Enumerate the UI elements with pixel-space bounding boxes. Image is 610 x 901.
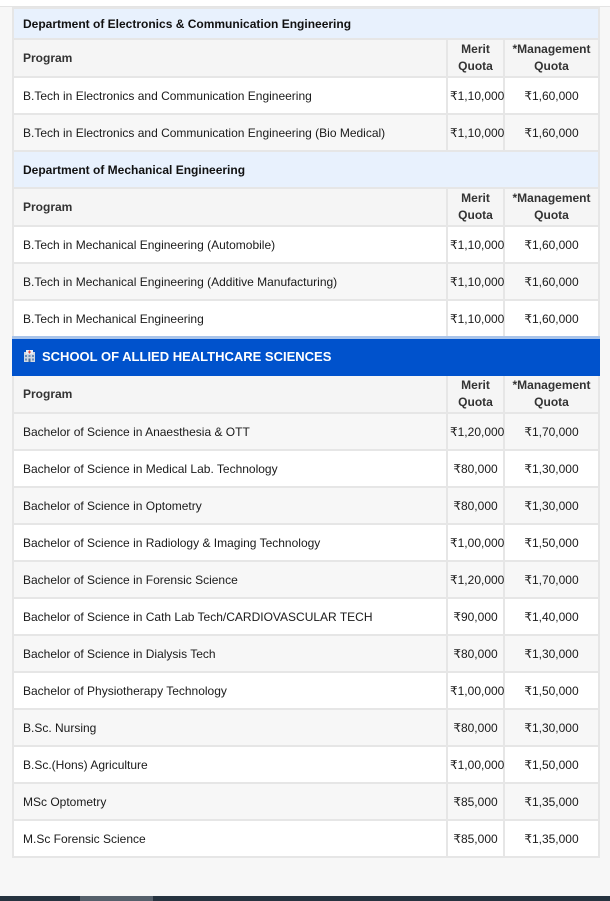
program-name: B.Tech in Electronics and Communication Engineering (Bio Medical)	[13, 114, 447, 151]
merit-fee: ₹1,10,000	[447, 114, 504, 151]
fee-table	[12, 7, 600, 858]
merit-fee: ₹1,00,000	[447, 746, 504, 783]
table-row	[13, 672, 599, 709]
management-fee: ₹1,30,000	[504, 487, 599, 524]
table-row	[13, 487, 599, 524]
table-row	[13, 114, 599, 151]
program-name: Bachelor of Science in Medical Lab. Technology	[13, 450, 447, 487]
merit-fee: ₹1,10,000	[447, 263, 504, 300]
table-row	[13, 524, 599, 561]
management-quota-column-header: *Management Quota	[504, 39, 599, 77]
management-fee: ₹1,70,000	[504, 561, 599, 598]
program-name: B.Tech in Mechanical Engineering (Automobile)	[13, 226, 447, 263]
table-row	[13, 783, 599, 820]
merit-fee: ₹80,000	[447, 450, 504, 487]
management-fee: ₹1,50,000	[504, 746, 599, 783]
management-fee: ₹1,60,000	[504, 226, 599, 263]
management-fee: ₹1,30,000	[504, 635, 599, 672]
table-row	[13, 709, 599, 746]
management-quota-column-header: *Management Quota	[504, 375, 599, 413]
scrollbar-thumb[interactable]	[80, 896, 153, 901]
management-fee: ₹1,60,000	[504, 263, 599, 300]
hospital-icon	[23, 350, 36, 362]
management-fee: ₹1,30,000	[504, 450, 599, 487]
management-fee: ₹1,60,000	[504, 114, 599, 151]
merit-fee: ₹80,000	[447, 487, 504, 524]
table-row	[13, 598, 599, 635]
program-name: B.Tech in Electronics and Communication Engineering	[13, 77, 447, 114]
table-row	[13, 413, 599, 450]
table-row	[13, 263, 599, 300]
management-fee: ₹1,35,000	[504, 820, 599, 857]
table-row	[13, 561, 599, 598]
merit-fee: ₹85,000	[447, 820, 504, 857]
merit-fee: ₹1,00,000	[447, 524, 504, 561]
management-fee: ₹1,50,000	[504, 672, 599, 709]
department-title: Department of Mechanical Engineering	[13, 151, 599, 188]
horizontal-scrollbar[interactable]	[0, 896, 610, 901]
department-row-ece	[13, 8, 599, 39]
program-name: Bachelor of Science in Dialysis Tech	[13, 635, 447, 672]
table-row	[13, 820, 599, 857]
column-header-row	[13, 39, 599, 77]
merit-fee: ₹1,00,000	[447, 672, 504, 709]
program-name: Bachelor of Science in Anaesthesia & OTT	[13, 413, 447, 450]
management-fee: ₹1,60,000	[504, 77, 599, 114]
merit-fee: ₹80,000	[447, 635, 504, 672]
table-row	[13, 77, 599, 114]
merit-fee: ₹1,20,000	[447, 561, 504, 598]
program-column-header: Program	[13, 39, 447, 77]
program-name: Bachelor of Science in Forensic Science	[13, 561, 447, 598]
merit-quota-column-header: Merit Quota	[447, 39, 504, 77]
fee-structure-content	[12, 7, 598, 858]
management-fee: ₹1,40,000	[504, 598, 599, 635]
management-fee: ₹1,35,000	[504, 783, 599, 820]
merit-quota-column-header: Merit Quota	[447, 188, 504, 226]
column-header-row	[13, 188, 599, 226]
top-strip	[0, 0, 610, 7]
management-fee: ₹1,30,000	[504, 709, 599, 746]
table-row	[13, 635, 599, 672]
management-fee: ₹1,60,000	[504, 300, 599, 338]
school-header	[13, 338, 599, 376]
school-header-row	[13, 338, 599, 376]
program-name: Bachelor of Science in Optometry	[13, 487, 447, 524]
merit-fee: ₹90,000	[447, 598, 504, 635]
program-name: Bachelor of Physiotherapy Technology	[13, 672, 447, 709]
table-row	[13, 300, 599, 338]
program-name: MSc Optometry	[13, 783, 447, 820]
program-name: B.Tech in Mechanical Engineering	[13, 300, 447, 338]
merit-fee: ₹85,000	[447, 783, 504, 820]
program-name: B.Sc. Nursing	[13, 709, 447, 746]
management-fee: ₹1,70,000	[504, 413, 599, 450]
merit-fee: ₹80,000	[447, 709, 504, 746]
department-title: Department of Electronics & Communication Engineering	[13, 8, 599, 39]
table-row	[13, 226, 599, 263]
merit-quota-column-header: Merit Quota	[447, 375, 504, 413]
merit-fee: ₹1,10,000	[447, 77, 504, 114]
table-row	[13, 450, 599, 487]
merit-fee: ₹1,10,000	[447, 226, 504, 263]
table-row	[13, 746, 599, 783]
program-column-header: Program	[13, 188, 447, 226]
merit-fee: ₹1,10,000	[447, 300, 504, 338]
program-name: M.Sc Forensic Science	[13, 820, 447, 857]
program-name: B.Tech in Mechanical Engineering (Additive Manufacturing)	[13, 263, 447, 300]
program-name: Bachelor of Science in Radiology & Imaging Technology	[13, 524, 447, 561]
column-header-row	[13, 375, 599, 413]
school-title: SCHOOL OF ALLIED HEALTHCARE SCIENCES	[42, 349, 332, 364]
program-column-header: Program	[13, 375, 447, 413]
program-name: B.Sc.(Hons) Agriculture	[13, 746, 447, 783]
program-name: Bachelor of Science in Cath Lab Tech/CARDIOVASCULAR TECH	[13, 598, 447, 635]
management-quota-column-header: *Management Quota	[504, 188, 599, 226]
merit-fee: ₹1,20,000	[447, 413, 504, 450]
management-fee: ₹1,50,000	[504, 524, 599, 561]
department-row-mechanical	[13, 151, 599, 188]
